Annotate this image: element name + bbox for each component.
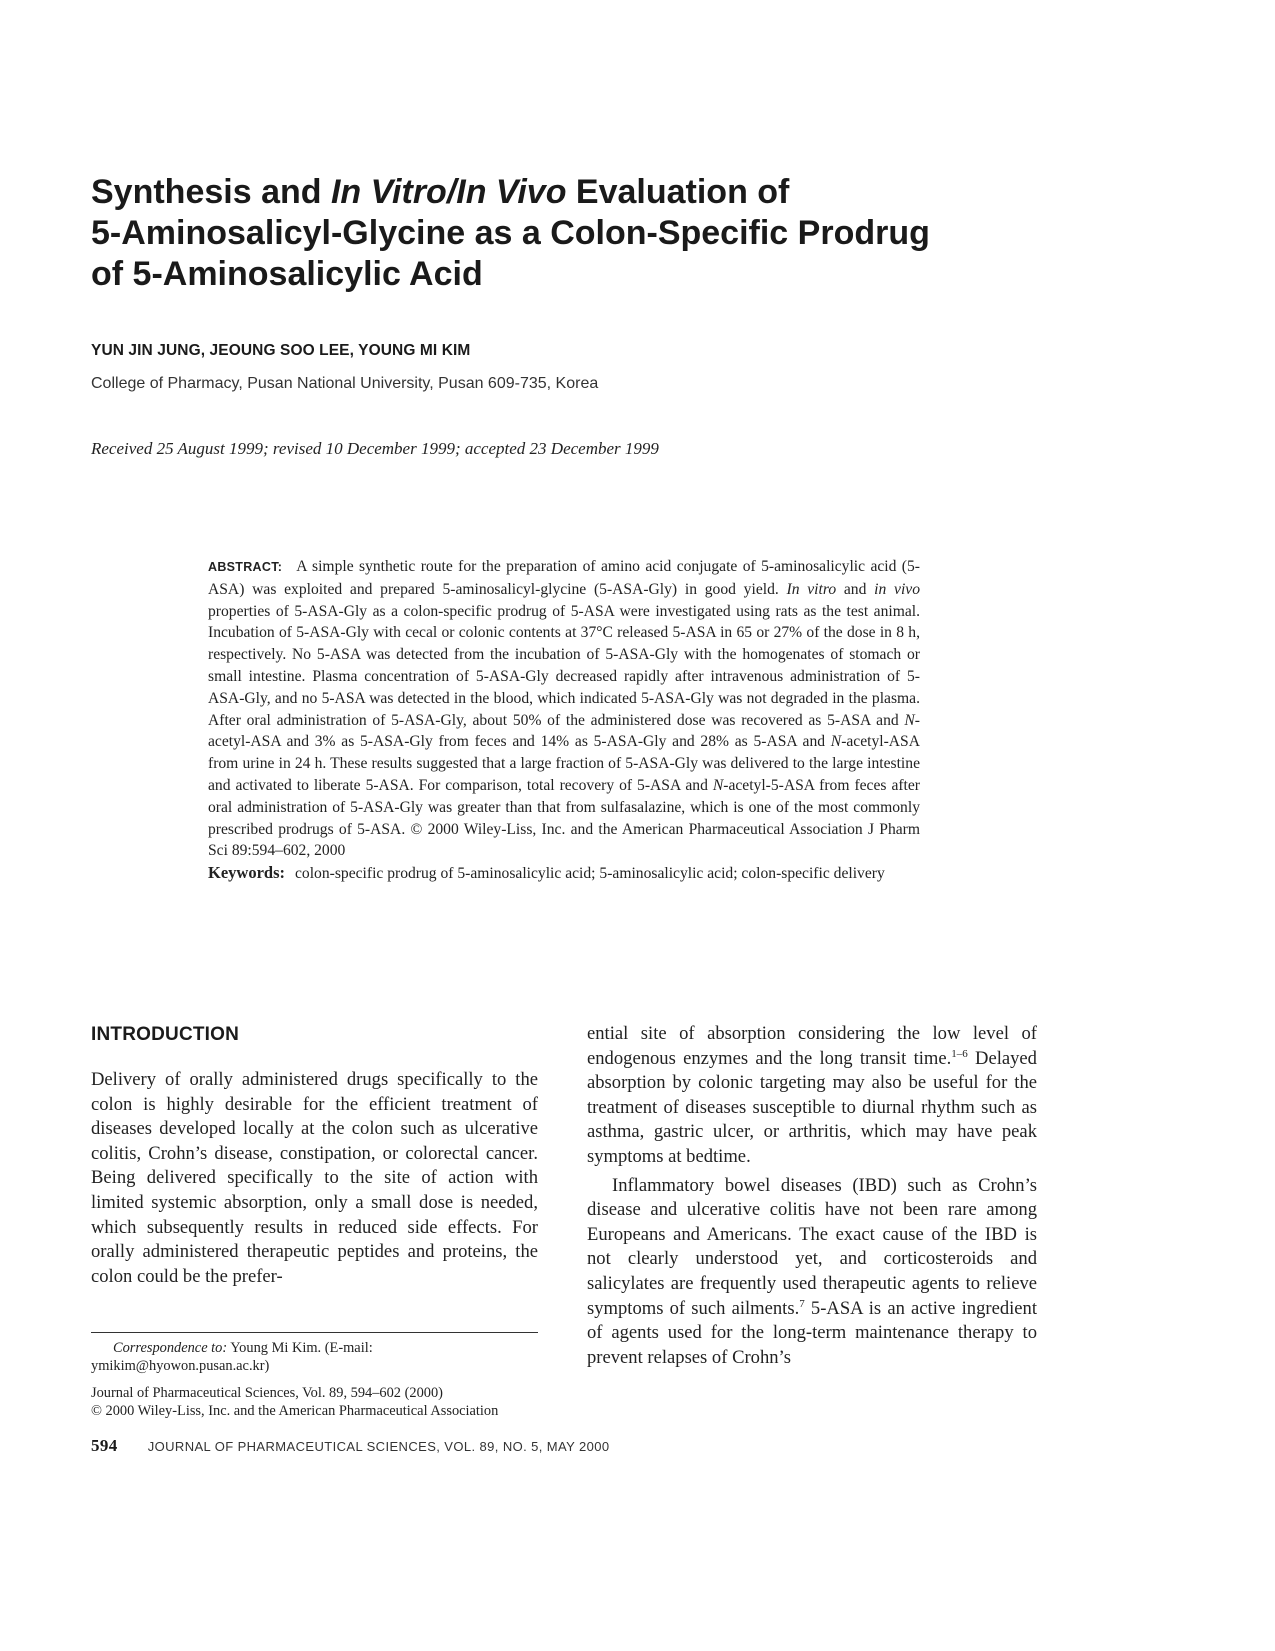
affiliation: College of Pharmacy, Pusan National University, Pusan 609-735, Korea bbox=[91, 375, 599, 392]
abstract-label: ABSTRACT: bbox=[208, 560, 283, 574]
author-list: YUN JIN JUNG, JEOUNG SOO LEE, YOUNG MI KIM bbox=[91, 342, 471, 359]
intro-paragraph-1: Delivery of orally administered drugs specifically to the colon is highly desirable for the efficient treatment of diseases developed locally at the colon such as ulcerative colitis, Crohn’s disease, constipation, or colorectal cancer. Being delivered specifically to the site of action with limited systemic absorption, only a small dose is needed, which subsequently results in reduced side effects. For orally administered therapeutic peptides and proteins, the colon could be the prefer- bbox=[91, 1069, 538, 1287]
correspondence: Correspondence to: Young Mi Kim. (E-mail: ymikim@hyowon.pusan.ac.kr) bbox=[91, 1340, 373, 1374]
title-line-1: Synthesis and In Vitro/In Vivo Evaluation of bbox=[91, 173, 790, 211]
abstract-body: ABSTRACT: A simple synthetic route for the preparation of amino acid conjugate of 5-aminosalicylic acid (5-ASA) was exploited and prepared 5-aminosalicyl-glycine (5-ASA-Gly) in good yield. In vitro and in vivo properties of 5-ASA-Gly as a colon-specific prodrug of 5-ASA were investigated using rats as the test animal. Incubation of 5-ASA-Gly with cecal or colonic contents at 37°C released 5-ASA in 65 or 27% of the dose in 8 h, respectively. No 5-ASA was detected from the incubation of 5-ASA-Gly with the homogenates of stomach or small intestine. Plasma concentration of 5-ASA-Gly decreased rapidly after intravenous administration of 5-ASA-Gly, and no 5-ASA was detected in the blood, which indicated 5-ASA-Gly was not degraded in the plasma. After oral administration of 5-ASA-Gly, about 50% of the administered dose was recovered as 5-ASA and N-acetyl-ASA and 3% as 5-ASA-Gly from feces and 14% as 5-ASA-Gly and 28% as 5-ASA and N-acetyl-ASA from urine in 24 h. These results suggested that a large fraction of 5-ASA-Gly was delivered to the large intestine and activated to liberate 5-ASA. For comparison, total recovery of 5-ASA and N-acetyl-5-ASA from feces after oral administration of 5-ASA-Gly was greater than that from sulfasalazine, which is one of the most commonly prescribed prodrugs of 5-ASA. © 2000 Wiley-Liss, Inc. and the American Pharmaceutical Association J Pharm Sci 89:594–602, 2000 bbox=[208, 558, 921, 860]
page-number: 594 bbox=[91, 1436, 118, 1455]
journal-info: Journal of Pharmaceutical Sciences, Vol. 89, 594–602 (2000) © 2000 Wiley-Liss, Inc. and the American Pharmaceutical Association bbox=[91, 1385, 499, 1419]
footnote bbox=[91, 1340, 538, 1420]
keywords-label: Keywords: bbox=[208, 863, 285, 883]
title-line-2: 5-Aminosalicyl-Glycine as a Colon-Specific Prodrug bbox=[91, 214, 930, 252]
intro-paragraph-1-continued: ential site of absorption considering the low level of endogenous enzymes and the long transit time.$^{1-6}$ Delayed absorption by colonic targeting may also be useful for the treatment of diseases susceptible to diurnal rhythm such as asthma, gastric ulcer, or arthritis, which may have peak symptoms at bedtime. bbox=[587, 1023, 1037, 1167]
intro-paragraph-2: Inflammatory bowel diseases (IBD) such as Crohn’s disease and ulcerative colitis have not been rare among Europeans and Americans. The exact cause of the IBD is not clearly understood yet, and corticosteroids and salicylates are frequently used therapeutic agents to relieve symptoms of such ailments.$^7$ 5-ASA is an active ingredient of agents used for the long-term maintenance therapy to prevent relapses of Crohn’s bbox=[587, 1174, 1037, 1368]
keywords-text: colon-specific prodrug of 5-aminosalicylic acid; 5-aminosalicylic acid; colon-specific delivery bbox=[295, 865, 885, 883]
page-footer bbox=[91, 1436, 610, 1456]
footnote-divider bbox=[91, 1332, 538, 1333]
section-heading-introduction: INTRODUCTION bbox=[91, 1024, 240, 1045]
abstract bbox=[208, 556, 920, 885]
right-column bbox=[587, 1022, 1037, 1370]
title-italic-in-vitro-in-vivo: In Vitro/In Vivo bbox=[330, 173, 567, 211]
title-line-3: of 5-Aminosalicylic Acid bbox=[91, 255, 483, 293]
article-title bbox=[91, 172, 991, 295]
citation-ref: 1–6 bbox=[951, 1047, 968, 1060]
journal-running-title: JOURNAL OF PHARMACEUTICAL SCIENCES, VOL. 89, NO. 5, MAY 2000 bbox=[147, 1439, 610, 1454]
left-column bbox=[91, 1068, 538, 1289]
received-dates: Received 25 August 1999; revised 10 December 1999; accepted 23 December 1999 bbox=[91, 439, 659, 458]
citation-ref: 7 bbox=[799, 1297, 805, 1310]
keywords bbox=[208, 862, 920, 885]
